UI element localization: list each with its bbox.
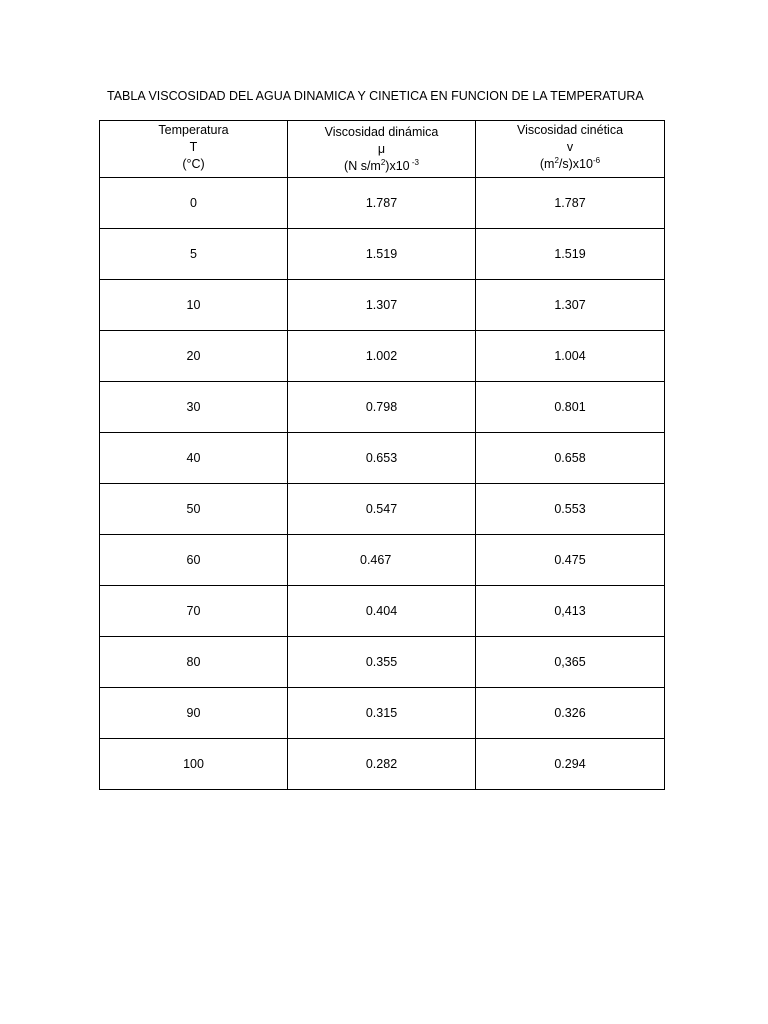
kinematic-viscosity-cell: 0.553: [476, 484, 665, 535]
kinematic-viscosity-cell: 0.294: [476, 739, 665, 790]
table-row: [100, 382, 665, 433]
kinematic-viscosity-cell: 0.801: [476, 382, 665, 433]
kinematic-viscosity-cell: 1.307: [476, 280, 665, 331]
kinematic-viscosity-cell: 1.004: [476, 331, 665, 382]
table-row: [100, 178, 665, 229]
temperature-cell: 30: [100, 382, 288, 433]
temperature-cell: 20: [100, 331, 288, 382]
dynamic-viscosity-cell: 0.404: [288, 586, 476, 637]
header-temperature: [100, 121, 288, 178]
dynamic-viscosity-cell: 1.307: [288, 280, 476, 331]
table-row: [100, 484, 665, 535]
kinematic-viscosity-cell: 0.475: [476, 535, 665, 586]
table-header-row: [100, 121, 665, 178]
dynamic-viscosity-cell: 0.798: [288, 382, 476, 433]
temperature-cell: 90: [100, 688, 288, 739]
kinematic-viscosity-cell: 0,413: [476, 586, 665, 637]
temperature-cell: 40: [100, 433, 288, 484]
table-row: [100, 331, 665, 382]
header-kinematic-name: Viscosidad cinética: [516, 123, 624, 137]
temperature-cell: 10: [100, 280, 288, 331]
temperature-cell: 60: [100, 535, 288, 586]
dynamic-viscosity-cell: 0.355: [288, 637, 476, 688]
temperature-cell: 80: [100, 637, 288, 688]
table-row: [100, 586, 665, 637]
header-dynamic-unit: (N $s/m^2)x10$ $^{-3}$: [344, 158, 419, 173]
temperature-cell: 70: [100, 586, 288, 637]
header-kinematic-unit: $(m^2/s)x10^{-6}$: [539, 156, 601, 171]
kinematic-viscosity-cell: 0.658: [476, 433, 665, 484]
table-row: [100, 433, 665, 484]
kinematic-viscosity-cell: 1.519: [476, 229, 665, 280]
temperature-cell: 100: [100, 739, 288, 790]
header-dynamic-symbol: μ: [377, 142, 386, 156]
temperature-cell: 50: [100, 484, 288, 535]
dynamic-viscosity-cell: 1.787: [288, 178, 476, 229]
dynamic-viscosity-cell: 0.467: [288, 535, 476, 586]
kinematic-viscosity-cell: 1.787: [476, 178, 665, 229]
dynamic-viscosity-cell: 0.315: [288, 688, 476, 739]
header-kinematic-symbol: v: [566, 140, 574, 154]
header-temperature-unit: (°C): [182, 157, 205, 171]
header-dynamic-name: Viscosidad dinámica: [324, 125, 439, 139]
table-row: [100, 229, 665, 280]
document-title: TABLA VISCOSIDAD DEL AGUA DINAMICA Y CINETICA EN FUNCION DE LA TEMPERATURA: [107, 89, 644, 103]
header-temperature-name: Temperatura: [158, 123, 229, 137]
kinematic-viscosity-cell: 0.326: [476, 688, 665, 739]
table-row: [100, 637, 665, 688]
table-row: [100, 535, 665, 586]
table-row: [100, 688, 665, 739]
kinematic-viscosity-cell: 0,365: [476, 637, 665, 688]
dynamic-viscosity-cell: 1.519: [288, 229, 476, 280]
temperature-cell: 5: [100, 229, 288, 280]
header-kinematic-viscosity: [476, 121, 665, 178]
header-dynamic-viscosity: [288, 121, 476, 178]
table-row: [100, 280, 665, 331]
viscosity-table: [99, 120, 665, 790]
dynamic-viscosity-cell: 0.547: [288, 484, 476, 535]
temperature-cell: 0: [100, 178, 288, 229]
table-row: [100, 739, 665, 790]
dynamic-viscosity-cell: 1.002: [288, 331, 476, 382]
header-temperature-symbol: T: [189, 140, 198, 154]
dynamic-viscosity-cell: 0.282: [288, 739, 476, 790]
dynamic-viscosity-cell: 0.653: [288, 433, 476, 484]
